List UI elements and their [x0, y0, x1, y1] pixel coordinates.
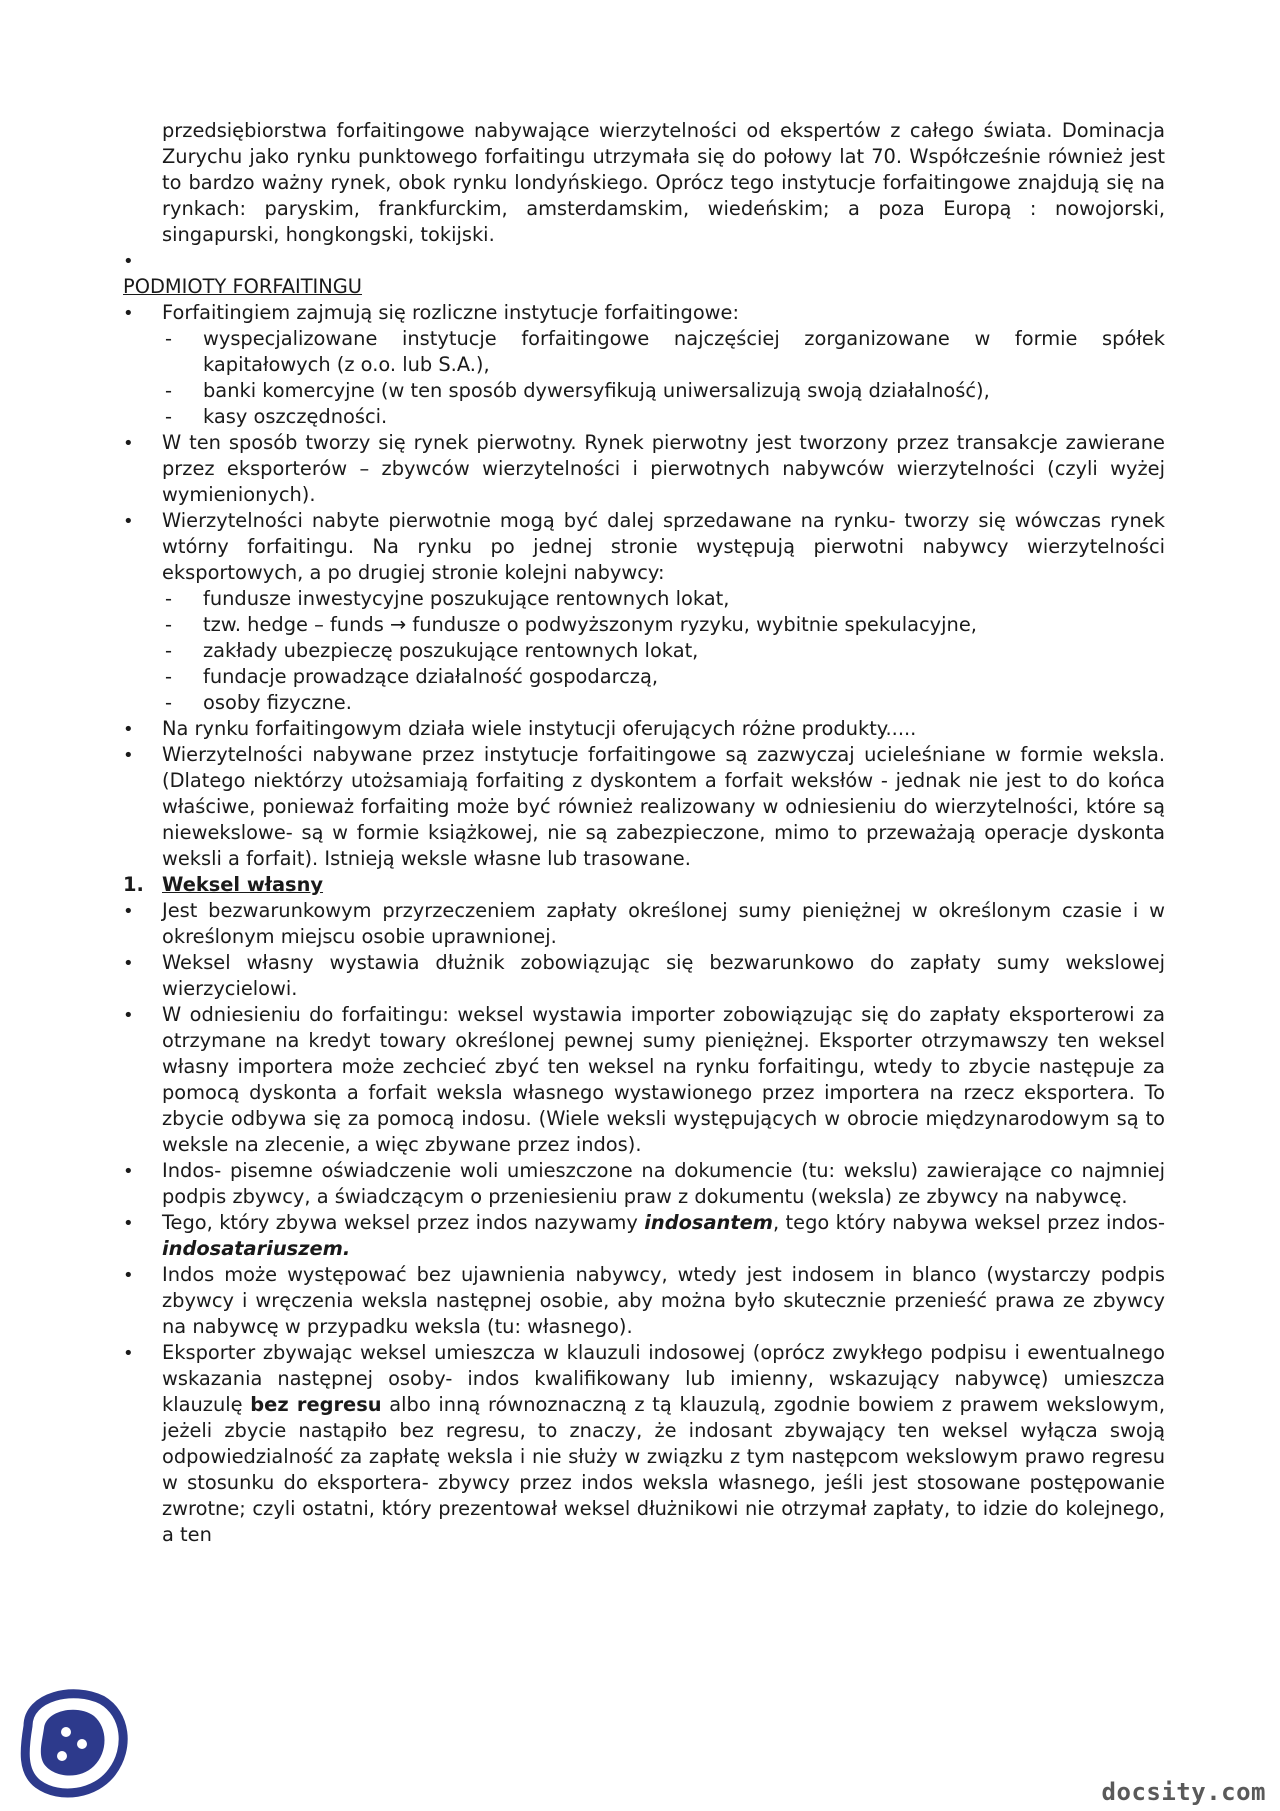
list-item: • W odniesieniu do forfaitingu: weksel wystawia importer zobowiązując się do zapłaty eksporterowi za otrzymane na kredyt towary określonej pewnej sumy pieniężnej. Eksporter otrzymawszy ten weksel własny importera może zechcieć zbyć ten weksel na rynku forfaitingu, wtedy to zbycie następuje za pomocą dyskonta a forfait weksla własnego wystawionego przez importera na rzecz eksportera. To zbycie odbywa się za pomocą indosu. (Wiele weksli występujących w obrocie międzynarodowym są to weksle na zlecenie, a więc zbywane przez indos).	[123, 1002, 1165, 1158]
list-item: • Wierzytelności nabyte pierwotnie mogą być dalej sprzedawane na rynku- tworzy się wówczas rynek wtórny forfaitingu. Na rynku po jednej stronie występują pierwotni nabywcy wierzytelności eksportowych, a po drugiej stronie kolejni nabywcy:	[123, 508, 1165, 586]
term-bez-regresu: bez regresu	[250, 1393, 382, 1416]
dash-item: - fundacje prowadzące działalność gospodarczą,	[165, 665, 659, 688]
dash-icon: -	[165, 613, 172, 636]
bullet-icon	[123, 950, 153, 977]
dash-item: - banki komercyjne (w ten sposób dywersyfikują uniwersalizują swoją działalność),	[165, 379, 990, 402]
document-body	[123, 118, 1165, 1548]
bullet-icon	[123, 1340, 153, 1367]
list-item: • Na rynku forfaitingowym działa wiele instytucji oferujących różne produkty.....	[123, 716, 1165, 742]
bullet-icon	[123, 716, 153, 743]
list-item: • Weksel własny wystawia dłużnik zobowiązując się bezwarunkowo do zapłaty sumy wekslowej wierzycielowi.	[123, 950, 1165, 1002]
bullet-icon	[123, 430, 153, 457]
docsity-brand-link[interactable]: docsity.com	[1101, 1778, 1266, 1806]
dash-item: - zakłady ubezpieczę poszukujące rentownych lokat,	[165, 639, 699, 662]
bullet-icon	[123, 300, 153, 327]
numbered-heading-title: Weksel własny	[162, 873, 324, 896]
bullet-icon	[123, 508, 153, 535]
bullet-icon	[123, 1002, 153, 1029]
docsity-logo-icon[interactable]	[14, 1686, 134, 1804]
dash-item: - tzw. hedge – funds → fundusze o podwyższonym ryzyku, wybitnie spekulacyjne,	[165, 613, 977, 636]
intro-paragraph: przedsiębiorstwa forfaitingowe nabywające wierzytelności od ekspertów z całego świata. Dominacja Zurychu jako rynku punktowego forfaitingu utrzymała się do połowy lat 70. Współcześnie również jest to bardzo ważny rynek, obok rynku londyńskiego. Oprócz tego instytucje forfaitingowe znajdują się na rynkach: paryskim, frankfurckim, amsterdamskim, wiedeńskim; a poza Europą : nowojorski, singapurski, hongkongski, tokijski.	[162, 119, 1165, 246]
bullet-icon	[123, 742, 153, 769]
dash-icon: -	[165, 405, 172, 428]
empty-bullet	[123, 248, 1165, 274]
list-item: • Forfaitingiem zajmują się rozliczne instytucje forfaitingowe:	[123, 300, 1165, 326]
list-item: • Jest bezwarunkowym przyrzeczeniem zapłaty określonej sumy pieniężnej w określonym czasie i w określonym miejscu osobie uprawnionej.	[123, 898, 1165, 950]
dash-item: - fundusze inwestycyjne poszukujące rentownych lokat,	[165, 587, 730, 610]
bullet-icon	[123, 898, 153, 925]
dash-icon: -	[165, 639, 172, 662]
bullet-icon	[123, 1262, 153, 1289]
numbered-heading	[123, 872, 1165, 898]
dash-item: - kasy oszczędności.	[165, 405, 388, 428]
number-marker: 1.	[123, 873, 144, 896]
dash-icon: -	[165, 327, 172, 350]
term-indosatariusz: indosatariuszem.	[162, 1237, 351, 1260]
dash-item: - wyspecjalizowane instytucje forfaitingowe najczęściej zorganizowane w formie spółek kapitałowych (z o.o. lub S.A.),	[165, 327, 1165, 376]
dash-icon: -	[165, 665, 172, 688]
dash-icon: -	[165, 379, 172, 402]
list-item: • Tego, który zbywa weksel przez indos nazywamy indosantem, tego który nabywa weksel przez indos- indosatariuszem.	[123, 1210, 1165, 1262]
term-indosant: indosantem	[644, 1211, 773, 1234]
bullet-icon	[123, 248, 153, 275]
list-item: • Eksporter zbywając weksel umieszcza w klauzuli indosowej (oprócz zwykłego podpisu i ewentualnego wskazania następnej osoby- indos kwalifikowany lub imienny, wskazujący nabywcę) umieszcza klauzulę bez regresu albo inną równoznaczną z tą klauzulą, zgodnie bowiem z prawem wekslowym, jeżeli zbycie nastąpiło bez regresu, to znaczy, że indosant zbywający ten weksel wyłącza swoją odpowiedzialność za zapłatę weksla i nie służy w związku z tym następcom wekslowym prawo regresu w stosunku do eksportera- zbywcy przez indos weksla własnego, jeśli jest stosowane postępowanie zwrotne; czyli ostatni, który prezentował weksel dłużnikowi nie otrzymał zapłaty, to idzie do kolejnego, a ten	[123, 1340, 1165, 1548]
list-item: • Indos- pisemne oświadczenie woli umieszczone na dokumencie (tu: wekslu) zawierające co najmniej podpis zbywcy, a świadczącym o przeniesieniu praw z dokumentu (weksla) ze zbywcy na nabywcę.	[123, 1158, 1165, 1210]
dash-item: - osoby fizyczne.	[165, 691, 352, 714]
section-heading: PODMIOTY FORFAITINGU	[123, 275, 362, 298]
list-item: • Wierzytelności nabywane przez instytucje forfaitingowe są zazwyczaj ucieleśniane w formie weksla. (Dlatego niektórzy utożsamiają forfaiting z dyskontem a forfait weksłów - jednak nie jest to do końca właściwe, ponieważ forfaiting może być również realizowany w odniesieniu do wierzytelności, które są niewekslowe- są w formie książkowej, nie są zabezpieczone, mimo to przeważają operacje dyskonta weksli a forfait). Istnieją weksle własne lub trasowane.	[123, 742, 1165, 872]
bullet-icon	[123, 1210, 153, 1237]
bullet-icon	[123, 1158, 153, 1185]
list-item: • Indos może występować bez ujawnienia nabywcy, wtedy jest indosem in blanco (wystarczy podpis zbywcy i wręczenia weksla następnej osobie, aby można było skutecznie przenieść prawa ze zbywcy na nabywcę w przypadku weksla (tu: własnego).	[123, 1262, 1165, 1340]
dash-icon: -	[165, 587, 172, 610]
list-item: • W ten sposób tworzy się rynek pierwotny. Rynek pierwotny jest tworzony przez transakcje zawierane przez eksporterów – zbywców wierzytelności i pierwotnych nabywców wierzytelności (czyli wyżej wymienionych).	[123, 430, 1165, 508]
dash-icon: -	[165, 691, 172, 714]
